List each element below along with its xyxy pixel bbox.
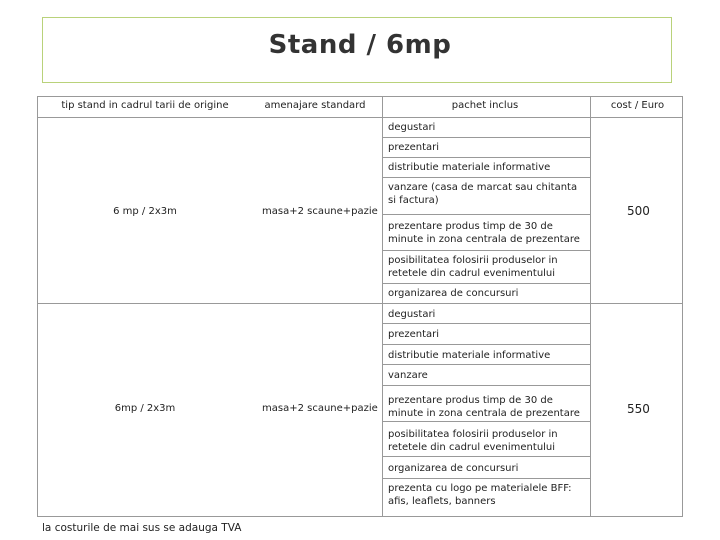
item-divider [382, 421, 590, 422]
item-divider [382, 214, 590, 215]
item-divider [382, 250, 590, 251]
row2-item: prezentari [388, 329, 440, 340]
row2-item: distributie materiale informative [388, 350, 551, 361]
row2-item: organizarea de concursuri [388, 463, 519, 474]
table-right-border [682, 96, 683, 516]
item-divider [382, 344, 590, 345]
item-divider [382, 283, 590, 284]
item-divider [382, 157, 590, 158]
row1-item: vanzare (casa de marcat sau chitanta si factura) [388, 182, 578, 206]
row1-item: distributie materiale informative [388, 162, 551, 173]
table-left-border [37, 96, 38, 516]
item-divider [382, 478, 590, 479]
package-column-right-border [590, 96, 591, 516]
item-divider [382, 456, 590, 457]
row1-item: organizarea de concursuri [388, 288, 519, 299]
row1-item: posibilitatea folosirii produselor in retetele din cadrul evenimentului [388, 255, 558, 279]
row2-item: vanzare [388, 370, 428, 381]
header-bottom-border [37, 117, 683, 118]
header-stand-type: tip stand in cadrul tarii de origine [61, 100, 229, 111]
vat-footnote: la costurile de mai sus se adauga TVA [42, 522, 242, 534]
header-cost: cost / Euro [610, 100, 665, 111]
item-divider [382, 364, 590, 365]
table-top-border [37, 96, 683, 97]
row2-cost: 550 [627, 402, 650, 416]
row2-stand-type: 6mp / 2x3m [114, 403, 176, 414]
item-divider [382, 323, 590, 324]
row2-item: posibilitatea folosirii produselor in retetele din cadrul evenimentului [388, 429, 558, 453]
row1-cost: 500 [627, 204, 650, 218]
row1-item: degustari [388, 122, 436, 133]
item-divider [382, 385, 590, 386]
row2-item: prezentare produs timp de 30 de minute in zona centrala de prezentare [388, 395, 580, 419]
row2-item: prezenta cu logo pe materialele BFF: afis, leaflets, banners [388, 483, 572, 507]
row2-equipment: masa+2 scaune+pazie [262, 403, 378, 414]
table-bottom-border [37, 516, 683, 517]
page-title: Stand / 6mp [268, 30, 452, 60]
item-divider [382, 137, 590, 138]
header-package: pachet inclus [451, 100, 519, 111]
item-divider [382, 177, 590, 178]
row1-equipment: masa+2 scaune+pazie [262, 206, 378, 217]
header-equipment: amenajare standard [264, 100, 366, 111]
row2-item: degustari [388, 309, 436, 320]
row-divider [37, 303, 683, 304]
row1-item: prezentari [388, 142, 440, 153]
row1-stand-type: 6 mp / 2x3m [113, 206, 177, 217]
package-column-left-border [382, 96, 383, 516]
row1-item: prezentare produs timp de 30 de minute in zona centrala de prezentare [388, 221, 580, 245]
